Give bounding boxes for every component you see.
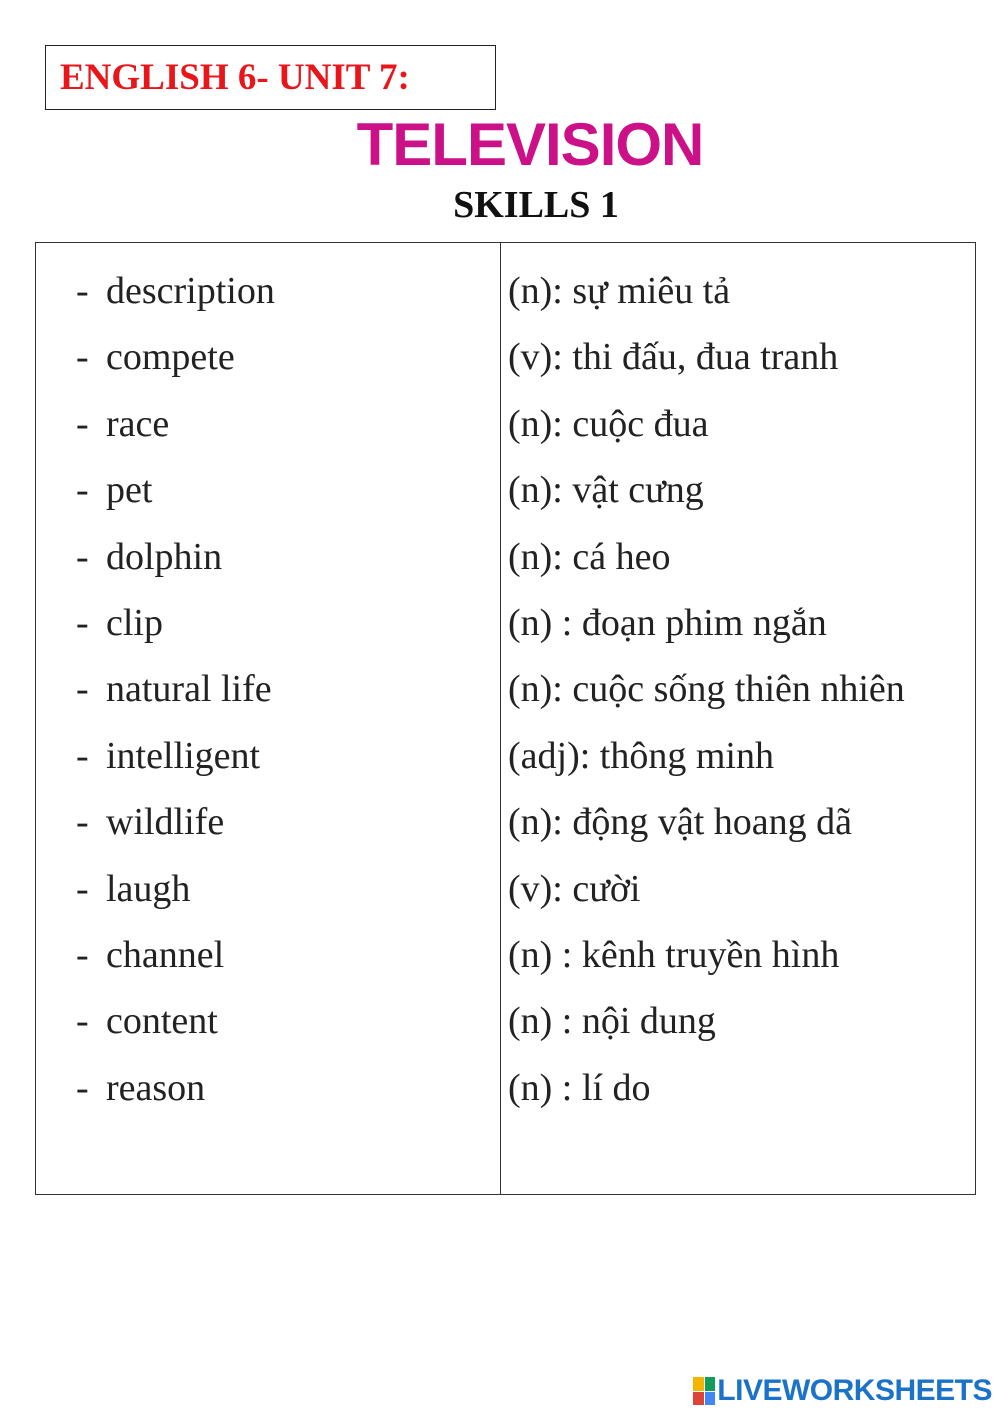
page-title: TELEVISION — [356, 111, 704, 178]
vocab-row: - compete (v): thi đấu, đua tranh — [76, 336, 839, 379]
vocab-term: reason — [106, 1066, 206, 1109]
vocab-row: - race (n): cuộc đua — [76, 402, 709, 445]
vocab-meaning: (v): thi đấu, đua tranh — [508, 336, 839, 379]
brand-name: LIVEWORKSHEETS — [717, 1374, 992, 1407]
vocab-meaning: (n): động vật hoang dã — [508, 801, 853, 844]
page-subtitle: SKILLS 1 — [453, 184, 619, 226]
vocab-meaning: (n) : nội dung — [508, 1000, 716, 1043]
vocab-term: laugh — [106, 867, 191, 910]
vocab-row: - content (n) : nội dung — [76, 1000, 716, 1043]
vocab-row: - description (n): sự miêu tả — [76, 270, 731, 312]
unit-label-box — [45, 45, 496, 110]
vocab-term: pet — [106, 469, 153, 512]
vocab-row: - channel (n) : kênh truyền hình — [76, 934, 840, 976]
vocab-meaning: (n): sự miêu tả — [508, 270, 731, 312]
vocab-row: - wildlife (n): động vật hoang dã — [76, 801, 853, 844]
liveworksheets-logo-icon — [693, 1377, 715, 1405]
vocab-term: content — [106, 1000, 218, 1043]
vocab-term: wildlife — [106, 801, 225, 844]
vocab-meaning: (n): cuộc đua — [508, 402, 709, 445]
vocab-row: - pet (n): vật cưng — [76, 469, 704, 512]
vocab-meaning: (adj): thông minh — [508, 734, 774, 777]
vocab-row: - reason (n) : lí do — [76, 1066, 651, 1109]
vocab-term: description — [106, 270, 275, 312]
vocab-term: intelligent — [106, 734, 261, 777]
vocab-meaning: (n): cá heo — [508, 535, 671, 578]
vocab-term: natural life — [106, 668, 272, 711]
vocab-meaning: (n) : đoạn phim ngắn — [508, 602, 827, 644]
vocab-meaning: (n) : lí do — [508, 1066, 651, 1109]
vocab-term: channel — [106, 934, 225, 976]
vocab-row: - clip (n) : đoạn phim ngắn — [76, 602, 827, 644]
vocab-term: clip — [106, 602, 163, 644]
vocab-row: - laugh (v): cười — [76, 867, 641, 910]
vocab-meaning: (n): vật cưng — [508, 469, 704, 512]
vocab-term: compete — [106, 336, 235, 379]
vocab-meaning: (n): cuộc sống thiên nhiên — [508, 668, 905, 711]
vocab-term: race — [106, 402, 170, 445]
vocab-row: - dolphin (n): cá heo — [76, 535, 671, 578]
vocab-meaning: (n) : kênh truyền hình — [508, 934, 840, 976]
vocab-row: - natural life (n): cuộc sống thiên nhiên — [76, 668, 905, 711]
vocabulary-table — [35, 242, 976, 1195]
vocab-row: - intelligent (adj): thông minh — [76, 734, 774, 777]
unit-label: ENGLISH 6- UNIT 7: — [60, 57, 410, 98]
vocab-term: dolphin — [106, 535, 223, 578]
vocab-meaning: (v): cười — [508, 867, 641, 910]
brand-footer — [693, 1374, 992, 1408]
